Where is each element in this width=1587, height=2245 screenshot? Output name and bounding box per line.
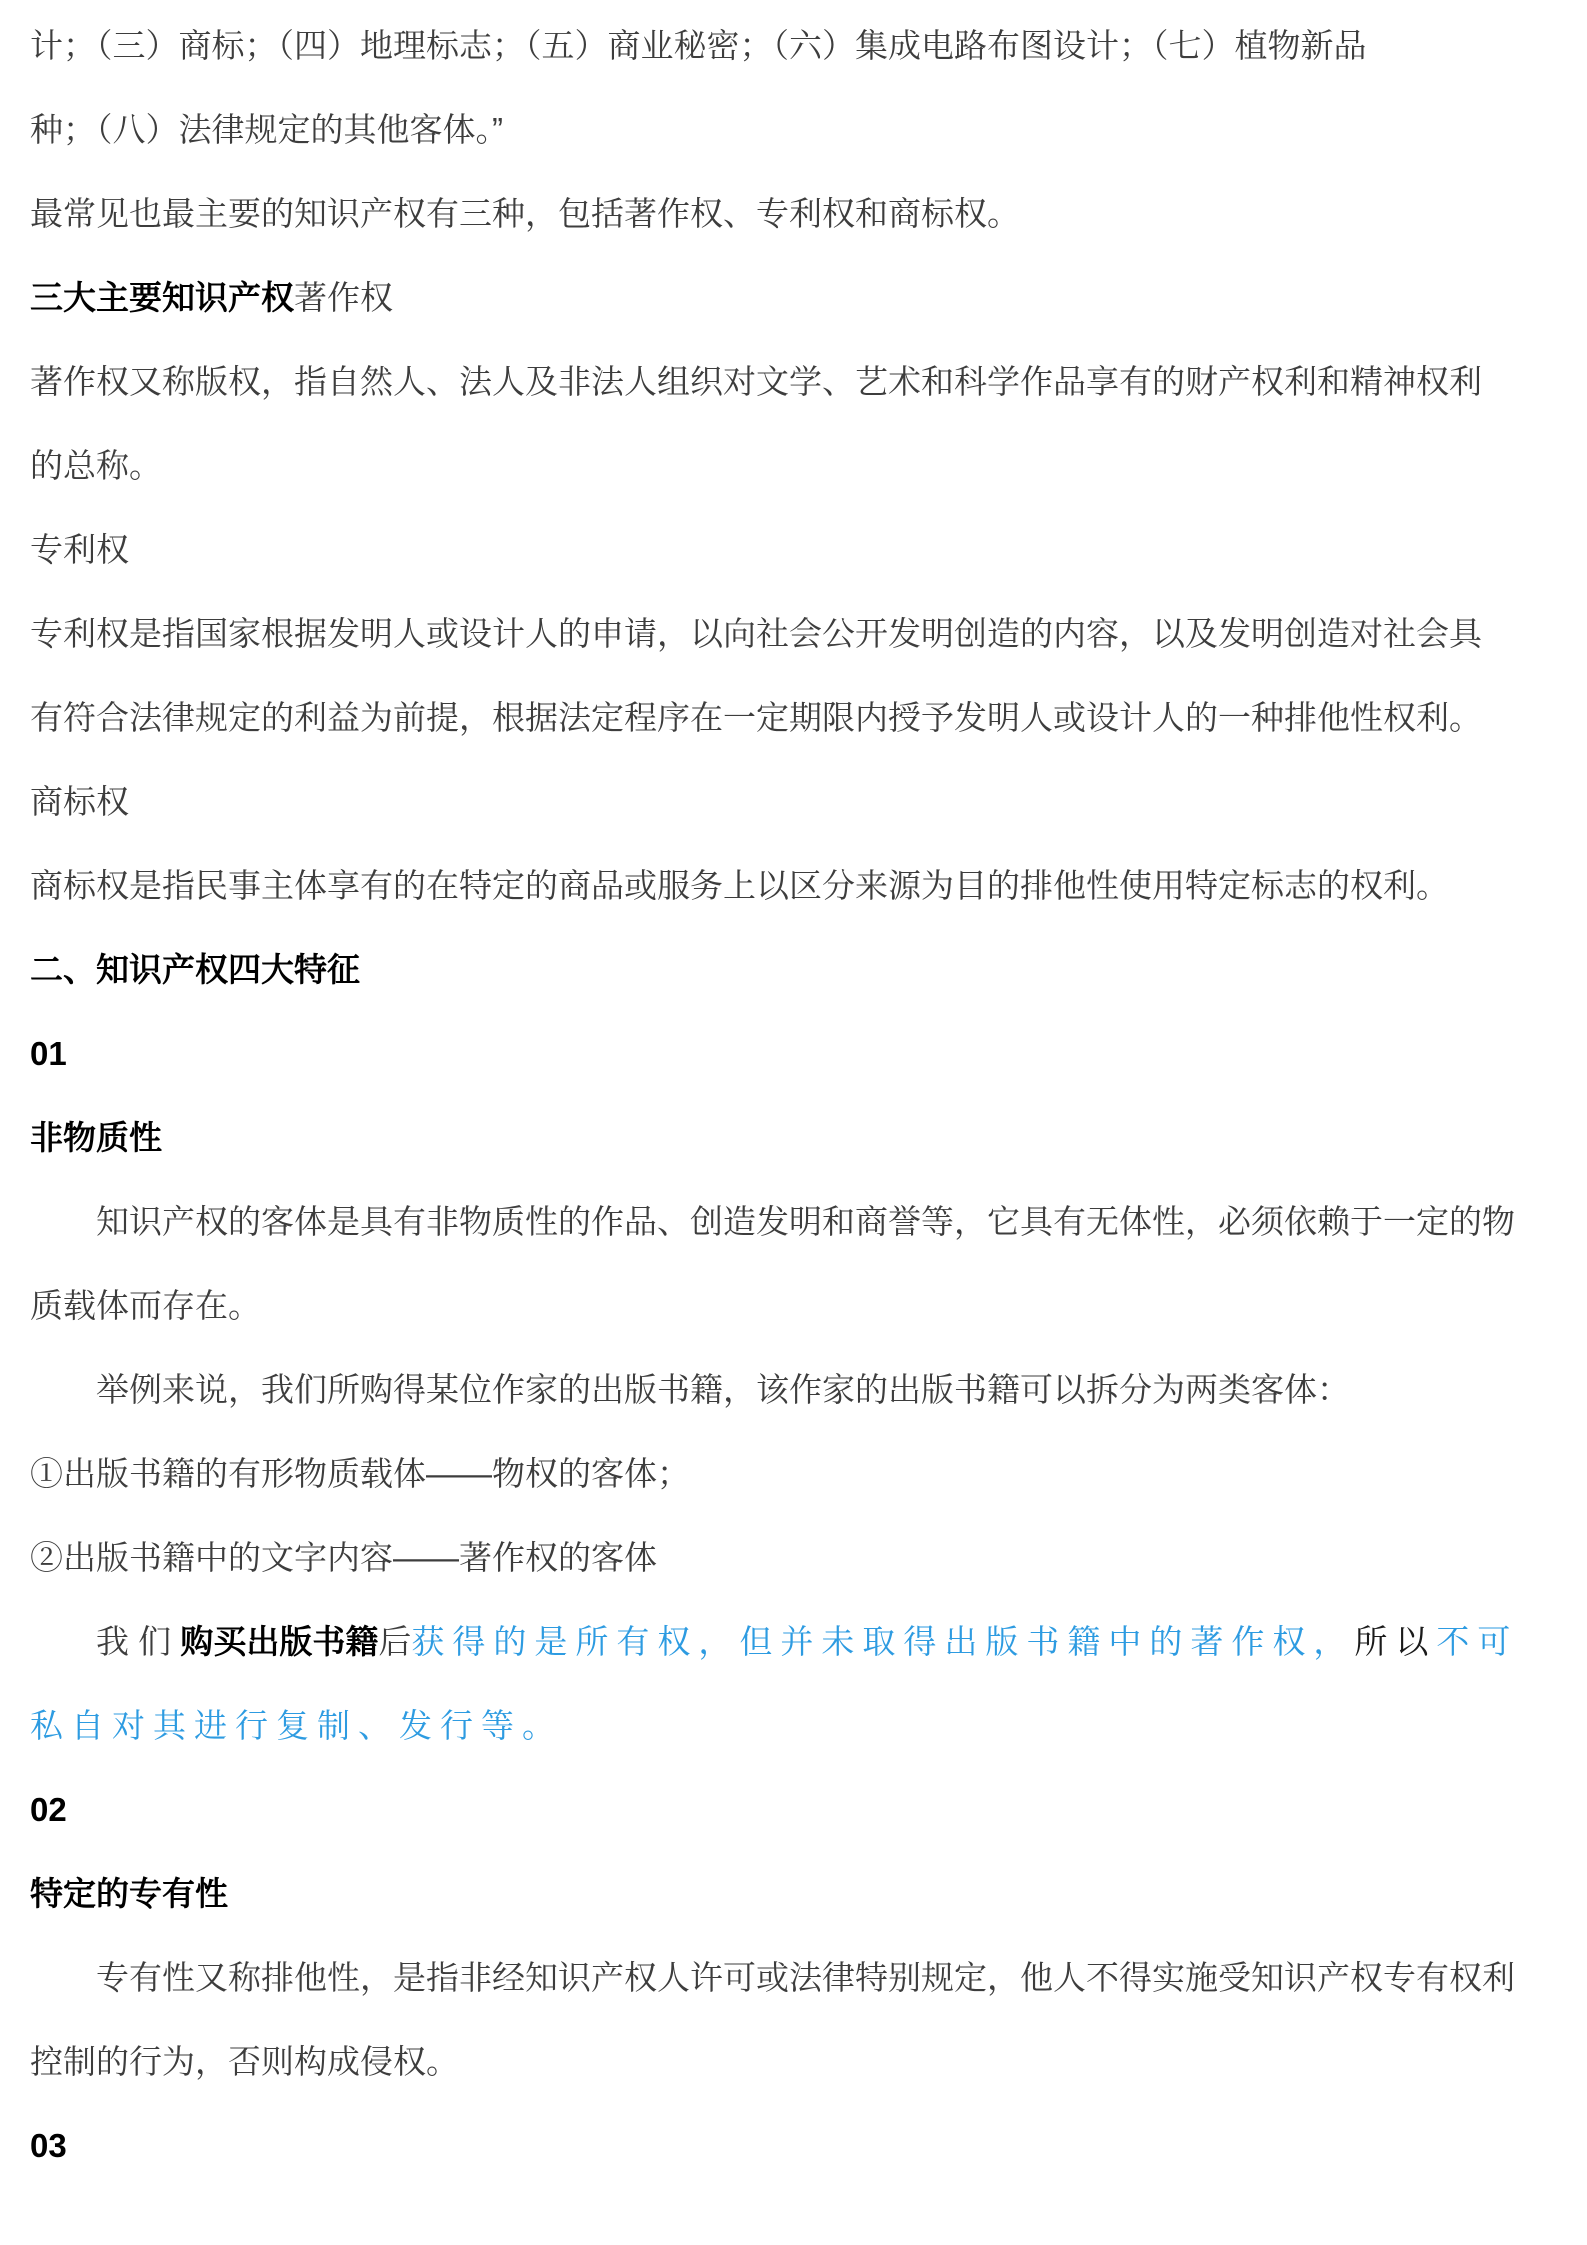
text-line (30, 1012, 1587, 1096)
text-segment: 举例来说，我们所购得某位作家的出版书籍，该作家的出版书籍可以拆分为两类客体： (96, 1371, 1350, 1408)
text-segment: 最常见也最主要的知识产权有三种，包括著作权、专利权和商标权。 (30, 195, 1020, 232)
text-segment: 控制的行为，否则构成侵权。 (30, 2043, 459, 2080)
text-segment: 著作权又称版权，指自然人、法人及非法人组织对文学、艺术和科学作品享有的财产权利和精神权利 (30, 363, 1482, 400)
text-line (30, 1264, 1587, 1348)
text-segment: 有符合法律规定的利益为前提，根据法定程序在一定期限内授予发明人或设计人的一种排他性权利。 (30, 699, 1482, 736)
text-line (30, 1768, 1587, 1852)
text-segment: ①出版书籍的有形物质载体——物权的客体； (30, 1455, 690, 1492)
text-line (30, 2020, 1587, 2104)
document-text (30, 4, 1587, 2188)
text-segment: 所以 (1354, 1622, 1437, 1661)
text-line (30, 1432, 1587, 1516)
text-line (30, 88, 1587, 172)
text-line (30, 1516, 1587, 1600)
text-line (30, 256, 1587, 340)
text-segment: 三大主要知识产权 (30, 279, 294, 316)
text-segment: 质载体而存在。 (30, 1287, 261, 1324)
text-segment: 02 (30, 1791, 67, 1828)
text-line (30, 1096, 1587, 1180)
text-segment: 计；（三）商标；（四）地理标志；（五）商业秘密；（六）集成电路布图设计；（七）植物新品 (30, 27, 1367, 64)
text-segment: 获得的是所有权，但并未取得出版书籍中的著作权， (411, 1622, 1355, 1661)
text-line (30, 2104, 1587, 2188)
text-line (30, 1600, 1587, 1684)
text-segment: 我 们 (96, 1623, 181, 1660)
text-segment: 知识产权的客体是具有非物质性的作品、创造发明和商誉等，它具有无体性，必须依赖于一定的物 (96, 1203, 1515, 1240)
text-line (30, 340, 1587, 424)
text-segment: 二、知识产权四大特征 (30, 951, 360, 988)
text-line (30, 844, 1587, 928)
text-line (30, 928, 1587, 1012)
text-line (30, 1684, 1587, 1768)
text-segment: 私自对其进行复制、发行等。 (30, 1706, 563, 1745)
text-line (30, 1852, 1587, 1936)
text-segment: 特定的专有性 (30, 1875, 228, 1912)
text-line (30, 4, 1587, 88)
text-segment: 商标权 (30, 783, 129, 820)
text-segment: 商标权是指民事主体享有的在特定的商品或服务上以区分来源为目的排他性使用特定标志的权利。 (30, 867, 1449, 904)
text-segment: 种；（八）法律规定的其他客体。” (30, 111, 503, 148)
text-line (30, 508, 1587, 592)
text-segment: 著作权 (294, 279, 393, 316)
text-segment: ②出版书籍中的文字内容——著作权的客体 (30, 1539, 657, 1576)
text-segment: 后 (378, 1623, 412, 1660)
text-segment: 03 (30, 2127, 67, 2164)
text-segment: 专利权 (30, 531, 129, 568)
text-line (30, 760, 1587, 844)
text-segment: 专有性又称排他性，是指非经知识产权人许可或法律特别规定，他人不得实施受知识产权专有权利 (96, 1959, 1515, 1996)
text-line (30, 172, 1587, 256)
text-segment: 01 (30, 1035, 67, 1072)
text-segment: 的总称。 (30, 447, 162, 484)
text-segment: 购买出版书籍 (180, 1623, 379, 1660)
text-line (30, 1936, 1587, 2020)
text-segment: 不可 (1436, 1622, 1519, 1661)
text-line (30, 424, 1587, 508)
text-line (30, 592, 1587, 676)
text-segment: 非物质性 (30, 1119, 162, 1156)
text-line (30, 676, 1587, 760)
text-segment: 专利权是指国家根据发明人或设计人的申请，以向社会公开发明创造的内容，以及发明创造对社会具 (30, 615, 1482, 652)
text-line (30, 1180, 1587, 1264)
text-line (30, 1348, 1587, 1432)
